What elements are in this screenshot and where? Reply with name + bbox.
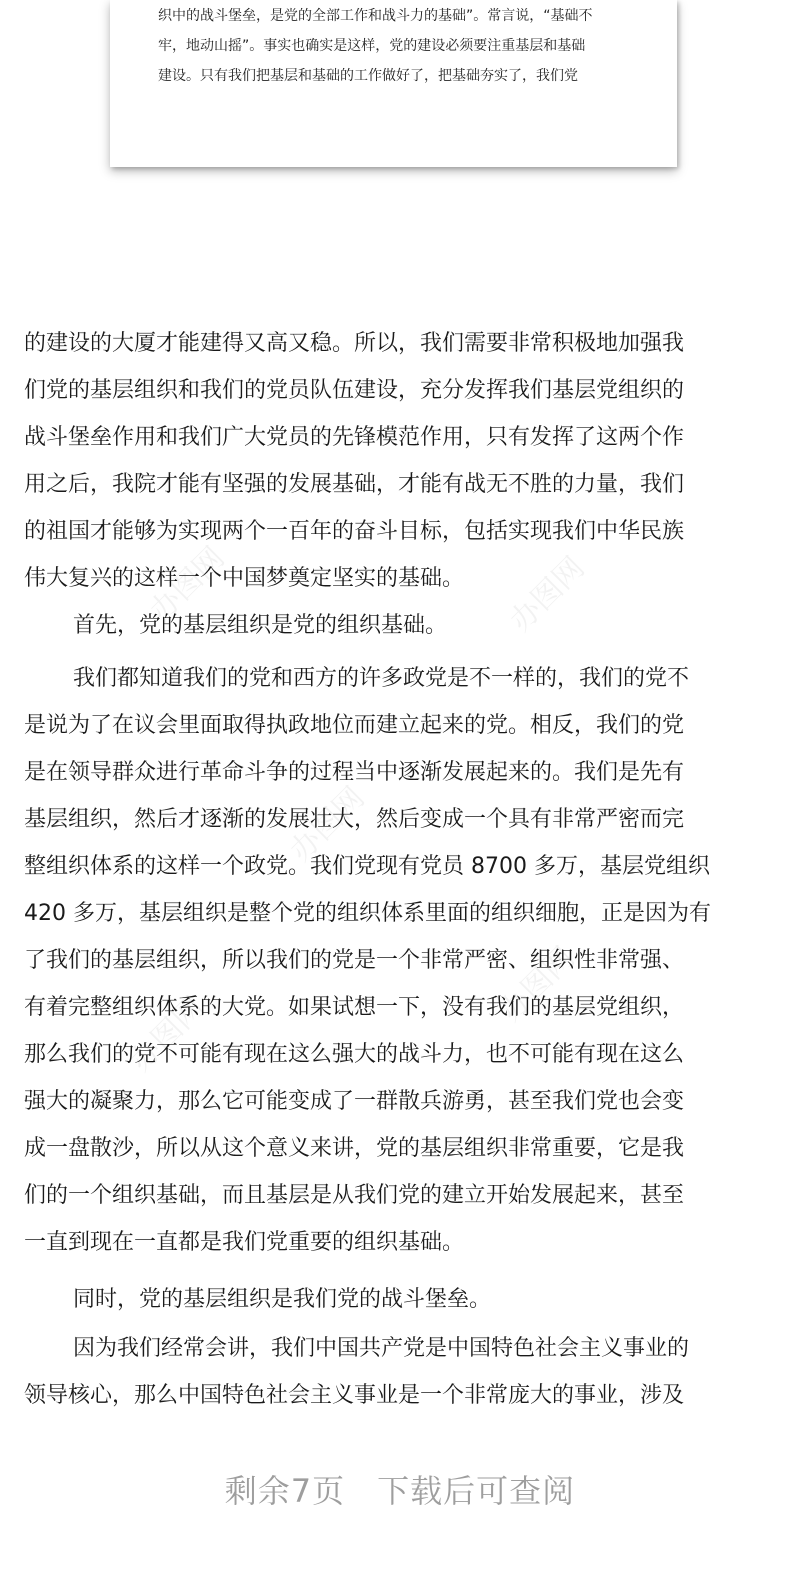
text-line: 一直到现在一直都是我们党重要的组织基础。 xyxy=(24,1230,465,1255)
watermark: 办图网 xyxy=(123,990,212,1079)
remaining-pages-text: 剩余7页 xyxy=(224,1472,346,1510)
text-line: 基层组织，然后才逐渐的发展壮大，然后变成一个具有非常严密而完 xyxy=(24,807,685,832)
download-prompt[interactable] xyxy=(0,1466,800,1512)
watermark: 办图网 xyxy=(143,540,232,629)
text-line: 领导核心，那么中国特色社会主义事业是一个非常庞大的事业，涉及 xyxy=(24,1383,685,1408)
text-line: 有着完整组织体系的大党。如果试想一下，没有我们的基层党组织， xyxy=(24,995,685,1020)
text-line: 是说为了在议会里面取得执政地位而建立起来的党。相反，我们的党 xyxy=(24,713,685,738)
section-heading: 同时，党的基层组织是我们党的战斗堡垒。 xyxy=(73,1287,492,1312)
text-line: 是在领导群众进行革命斗争的过程当中逐渐发展起来的。我们是先有 xyxy=(24,760,685,785)
text-line: 战斗堡垒作用和我们广大党员的先锋模范作用，只有发挥了这两个作 xyxy=(24,425,685,450)
text-line: 的祖国才能够为实现两个一百年的奋斗目标，包括实现我们中华民族 xyxy=(24,519,685,544)
text-line: 们党的基层组织和我们的党员队伍建设，充分发挥我们基层党组织的 xyxy=(24,378,685,403)
watermark: 办图网 xyxy=(503,550,592,639)
preview-line: 牢，地动山摇”。事实也确实是这样，党的建设必须要注重基层和基础 xyxy=(158,38,586,54)
section-heading: 首先，党的基层组织是党的组织基础。 xyxy=(73,613,448,638)
text-line: 整组织体系的这样一个政党。我们党现有党员 8700 多万，基层党组织 xyxy=(24,854,710,879)
download-to-read-text: 下载后可查阅 xyxy=(377,1472,576,1510)
text-line: 那么我们的党不可能有现在这么强大的战斗力，也不可能有现在这么 xyxy=(24,1042,685,1067)
preview-line: 建设。只有我们把基层和基础的工作做好了，把基础夯实了，我们党 xyxy=(158,68,578,84)
watermark: 办图网 xyxy=(493,940,582,1029)
text-line: 我们都知道我们的党和西方的许多政党是不一样的，我们的党不 xyxy=(73,666,690,691)
text-line: 因为我们经常会讲，我们中国共产党是中国特色社会主义事业的 xyxy=(73,1336,690,1361)
text-line: 强大的凝聚力，那么它可能变成了一群散兵游勇，甚至我们党也会变 xyxy=(24,1089,685,1114)
text-line: 伟大复兴的这样一个中国梦奠定坚实的基础。 xyxy=(24,566,465,591)
text-line: 了我们的基层组织，所以我们的党是一个非常严密、组织性非常强、 xyxy=(24,948,685,973)
text-line: 420 多万，基层组织是整个党的组织体系里面的组织细胞，正是因为有 xyxy=(24,901,711,926)
preview-line: 织中的战斗堡垒，是党的全部工作和战斗力的基础”。常言说，“基础不 xyxy=(158,8,593,24)
text-line: 成一盘散沙，所以从这个意义来讲，党的基层组织非常重要，它是我 xyxy=(24,1136,685,1161)
text-line: 用之后，我院才能有坚强的发展基础，才能有战无不胜的力量，我们 xyxy=(24,472,685,497)
page-preview-card xyxy=(110,0,677,167)
text-line: 们的一个组织基础，而且基层是从我们党的建立开始发展起来，甚至 xyxy=(24,1183,685,1208)
watermark: 办图网 xyxy=(283,780,372,869)
text-line: 的建设的大厦才能建得又高又稳。所以，我们需要非常积极地加强我 xyxy=(24,331,685,356)
